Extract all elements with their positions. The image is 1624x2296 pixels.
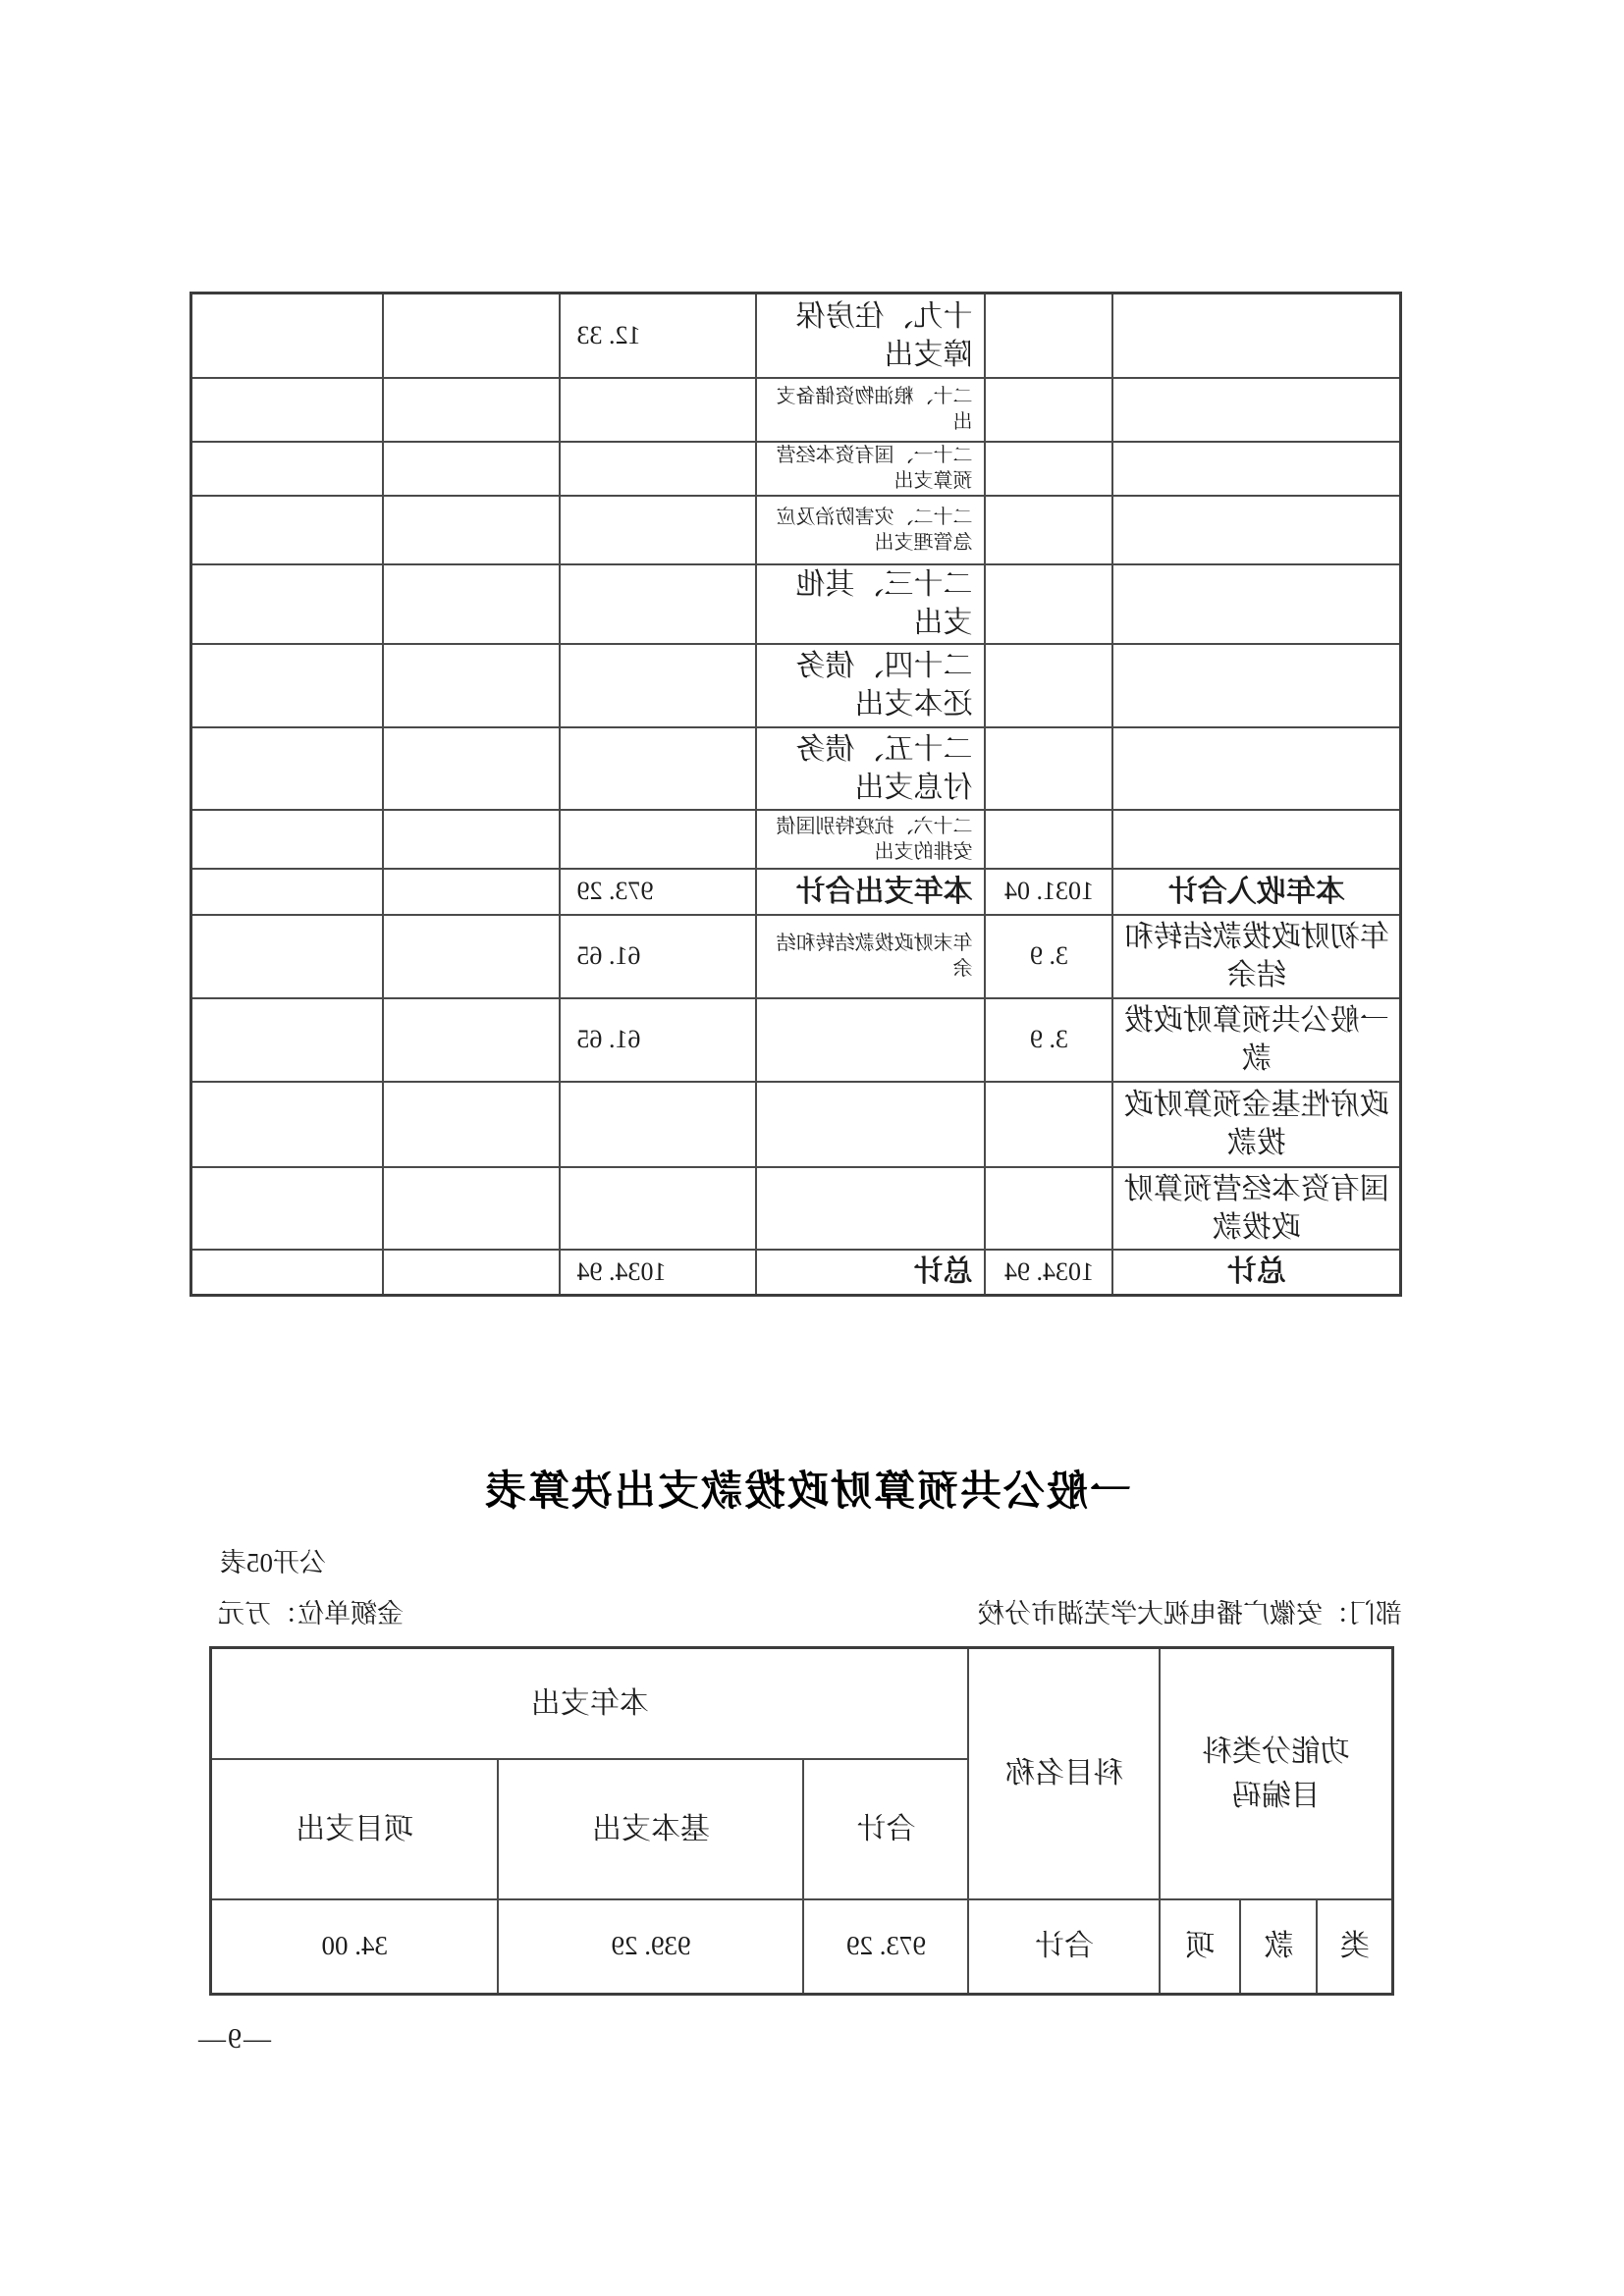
header-basic-cell: 基本支出 bbox=[498, 1759, 803, 1899]
summary-row bbox=[191, 727, 1401, 810]
subject-total-cell: 合计 bbox=[968, 1899, 1160, 1995]
project-value-cell: 34. 00 bbox=[210, 1899, 498, 1995]
empty-cell bbox=[384, 810, 561, 869]
empty-cell bbox=[191, 810, 384, 869]
income-value-cell bbox=[986, 644, 1113, 727]
income-value-cell: 1034. 94 bbox=[986, 1250, 1113, 1296]
header-total-cell: 合计 bbox=[803, 1759, 968, 1899]
income-label-cell: 一般公共预算财政拨款 bbox=[1113, 998, 1401, 1082]
empty-cell bbox=[191, 442, 384, 496]
income-value-cell bbox=[986, 1167, 1113, 1250]
header-current-year-cell: 本年支出 bbox=[210, 1648, 968, 1759]
summary-row bbox=[191, 1082, 1401, 1167]
expense-value-cell bbox=[561, 727, 757, 810]
expense-label-cell: 总计 bbox=[757, 1250, 986, 1296]
expense-label-cell: 二十四、债务还本支出 bbox=[757, 644, 986, 727]
summary-row bbox=[191, 1167, 1401, 1250]
empty-cell bbox=[384, 869, 561, 915]
income-label-cell: 总计 bbox=[1113, 1250, 1401, 1296]
income-label-cell bbox=[1113, 496, 1401, 564]
summary-row bbox=[191, 378, 1401, 442]
summary-table bbox=[189, 292, 1402, 1297]
expense-label-cell bbox=[757, 1167, 986, 1250]
income-value-cell bbox=[986, 294, 1113, 378]
expenditure-data-row bbox=[210, 1899, 1392, 1995]
empty-cell bbox=[191, 998, 384, 1082]
expense-value-cell bbox=[561, 644, 757, 727]
expense-value-cell: 973. 29 bbox=[561, 869, 757, 915]
expense-value-cell bbox=[561, 1167, 757, 1250]
empty-cell bbox=[191, 496, 384, 564]
income-value-cell bbox=[986, 378, 1113, 442]
income-value-cell bbox=[986, 564, 1113, 644]
empty-cell bbox=[191, 644, 384, 727]
summary-row bbox=[191, 1250, 1401, 1296]
header-subject-cell: 科目名称 bbox=[968, 1648, 1160, 1899]
income-value-cell bbox=[986, 727, 1113, 810]
income-label-cell bbox=[1113, 564, 1401, 644]
header-code-cell bbox=[1160, 1648, 1392, 1899]
income-label-cell: 政府性基金预算财政拨款 bbox=[1113, 1082, 1401, 1167]
code-section-cell: 款 bbox=[1241, 1899, 1318, 1995]
income-label-cell bbox=[1113, 294, 1401, 378]
income-label-cell bbox=[1113, 810, 1401, 869]
expense-value-cell bbox=[561, 442, 757, 496]
expenditure-table bbox=[209, 1646, 1394, 1996]
summary-row bbox=[191, 644, 1401, 727]
summary-row bbox=[191, 496, 1401, 564]
income-value-cell bbox=[986, 810, 1113, 869]
page-number: —9— bbox=[196, 2024, 271, 2055]
income-value-cell bbox=[986, 442, 1113, 496]
expense-value-cell: 1034. 94 bbox=[561, 1250, 757, 1296]
expense-value-cell bbox=[561, 496, 757, 564]
expense-value-cell bbox=[561, 564, 757, 644]
income-value-cell: 3. 9 bbox=[986, 915, 1113, 998]
empty-cell bbox=[191, 869, 384, 915]
empty-cell bbox=[384, 564, 561, 644]
expense-label-cell: 二十、粮油物资储备支出 bbox=[757, 378, 986, 442]
summary-row bbox=[191, 810, 1401, 869]
empty-cell bbox=[384, 378, 561, 442]
expense-value-cell bbox=[561, 810, 757, 869]
total-value-cell: 973. 29 bbox=[803, 1899, 968, 1995]
empty-cell bbox=[191, 1082, 384, 1167]
expense-value-cell: 61. 65 bbox=[561, 998, 757, 1082]
income-label-cell: 本年收入合计 bbox=[1113, 869, 1401, 915]
department-label: 部门：安徽广播电视大学芜湖市分校 bbox=[978, 1599, 1402, 1629]
header-code-label: 功能分类科目编码 bbox=[1202, 1735, 1350, 1812]
expenditure-header-row-1 bbox=[210, 1648, 1392, 1759]
empty-cell bbox=[384, 496, 561, 564]
empty-cell bbox=[191, 915, 384, 998]
section-title: 一般公共预算财政拨款支出决算表 bbox=[483, 1468, 1132, 1514]
table-code-label: 公开05表 bbox=[220, 1548, 326, 1577]
expense-label-cell bbox=[757, 998, 986, 1082]
expense-label-cell: 二十一、国有资本经营预算支出 bbox=[757, 442, 986, 496]
empty-cell bbox=[191, 294, 384, 378]
income-label-cell bbox=[1113, 378, 1401, 442]
income-label-cell bbox=[1113, 727, 1401, 810]
empty-cell bbox=[191, 564, 384, 644]
empty-cell bbox=[384, 1167, 561, 1250]
empty-cell bbox=[384, 1250, 561, 1296]
empty-cell bbox=[384, 1082, 561, 1167]
table-meta-line bbox=[218, 1592, 1402, 1630]
income-value-cell bbox=[986, 1082, 1113, 1167]
empty-cell bbox=[384, 915, 561, 998]
expense-value-cell: 61. 65 bbox=[561, 915, 757, 998]
income-value-cell bbox=[986, 496, 1113, 564]
code-item-cell: 项 bbox=[1160, 1899, 1240, 1995]
expense-label-cell: 二十六、抗疫特别国债安排的支出 bbox=[757, 810, 986, 869]
empty-cell bbox=[191, 727, 384, 810]
income-label-cell: 年初财政拨款结转和结余 bbox=[1113, 915, 1401, 998]
income-value-cell: 1031. 04 bbox=[986, 869, 1113, 915]
expense-label-cell: 十九、住房保障支出 bbox=[757, 294, 986, 378]
summary-row bbox=[191, 442, 1401, 496]
empty-cell bbox=[191, 378, 384, 442]
expense-label-cell: 二十五、债务付息支出 bbox=[757, 727, 986, 810]
summary-row bbox=[191, 294, 1401, 378]
empty-cell bbox=[191, 1167, 384, 1250]
income-label-cell bbox=[1113, 442, 1401, 496]
empty-cell bbox=[384, 727, 561, 810]
summary-row bbox=[191, 869, 1401, 915]
code-class-cell: 类 bbox=[1318, 1899, 1393, 1995]
basic-value-cell: 939. 29 bbox=[498, 1899, 803, 1995]
income-label-cell: 国有资本经营预算财政拨款 bbox=[1113, 1167, 1401, 1250]
summary-row bbox=[191, 915, 1401, 998]
expense-value-cell bbox=[561, 1082, 757, 1167]
expense-label-cell: 二十三、其他支出 bbox=[757, 564, 986, 644]
empty-cell bbox=[384, 442, 561, 496]
expense-value-cell: 12. 33 bbox=[561, 294, 757, 378]
empty-cell bbox=[384, 998, 561, 1082]
unit-label: 金额单位：万元 bbox=[218, 1599, 404, 1629]
empty-cell bbox=[384, 294, 561, 378]
expense-value-cell bbox=[561, 378, 757, 442]
summary-row bbox=[191, 998, 1401, 1082]
income-value-cell: 3. 9 bbox=[986, 998, 1113, 1082]
expense-label-cell: 本年支出合计 bbox=[757, 869, 986, 915]
header-project-cell: 项目支出 bbox=[210, 1759, 498, 1899]
expense-label-cell: 二十二、灾害防治及应急管理支出 bbox=[757, 496, 986, 564]
expense-label-cell: 年末财政拨款结转和结余 bbox=[757, 915, 986, 998]
summary-row bbox=[191, 564, 1401, 644]
empty-cell bbox=[384, 644, 561, 727]
empty-cell bbox=[191, 1250, 384, 1296]
income-label-cell bbox=[1113, 644, 1401, 727]
expense-label-cell bbox=[757, 1082, 986, 1167]
